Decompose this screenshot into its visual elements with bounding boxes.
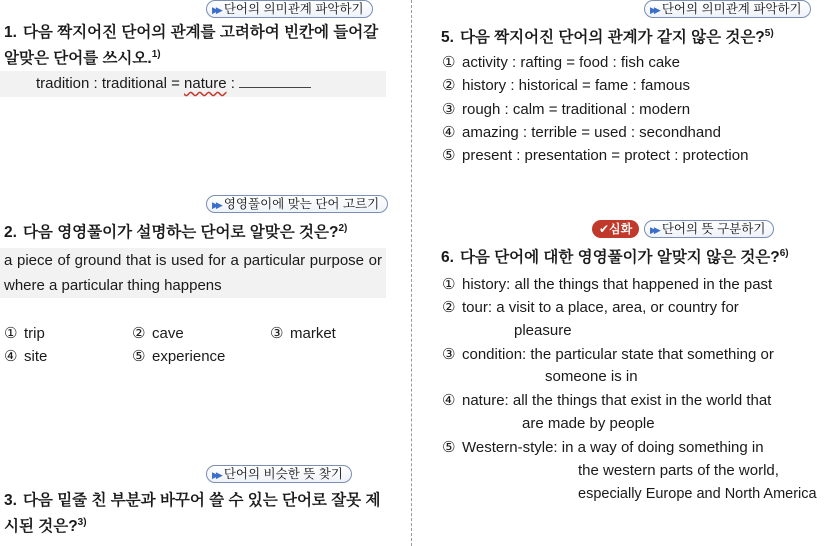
q2-question xyxy=(4,218,392,244)
q2-option-2[interactable]: ② cave xyxy=(132,325,184,342)
q1-answer-blank[interactable] xyxy=(239,74,311,88)
q6-option-2[interactable]: ② tour: a visit to a place, area, or country for xyxy=(442,299,739,316)
q6-text: 다음 단어에 대한 영영풀이가 알맞지 않은 것은? xyxy=(459,249,780,267)
q3-number: 3. xyxy=(4,492,17,509)
q6-option-3[interactable]: ③ condition: the particular state that something or xyxy=(442,346,774,363)
advanced-badge: ✔심화 xyxy=(592,220,639,238)
q5-option-5[interactable]: ⑤ present : presentation = protect : protection xyxy=(442,147,749,164)
q6-option-5-cont2: especially Europe and North America xyxy=(578,486,817,502)
q2-number: 2. xyxy=(4,224,17,242)
q2-footnote: 2) xyxy=(338,223,348,234)
q1-underlined-word: nature xyxy=(184,75,227,92)
q3-category-tag: ▶▶ 단어의 비슷한 뜻 찾기 xyxy=(206,465,352,483)
q5-option-4[interactable]: ④ amazing : terrible = used : secondhand xyxy=(442,124,721,141)
q1-category-tag: ▶▶ 단어의 의미관계 파악하기 xyxy=(206,0,373,18)
q5-option-3[interactable]: ③ rough : calm = traditional : modern xyxy=(442,101,691,118)
double-arrow-icon: ▶▶ xyxy=(650,225,658,235)
column-divider xyxy=(411,0,412,546)
q2-option-3[interactable]: ③ market xyxy=(270,325,336,342)
q5-question xyxy=(441,23,831,49)
q6-question xyxy=(441,243,831,269)
q2-definition-box: a piece of ground that is used for a particular purpose or where a particular thing happens xyxy=(0,248,386,298)
double-arrow-icon: ▶▶ xyxy=(212,470,220,480)
q5-number: 5. xyxy=(441,29,454,47)
double-arrow-icon: ▶▶ xyxy=(650,5,658,15)
q1-number: 1. xyxy=(4,24,17,41)
q6-option-2-cont: pleasure xyxy=(514,322,572,339)
q6-option-5[interactable]: ⑤ Western-style: in a way of doing something in xyxy=(442,439,764,456)
q6-option-3-cont: someone is in xyxy=(545,368,638,385)
q6-option-5-cont: the western parts of the world, xyxy=(578,462,779,479)
double-arrow-icon: ▶▶ xyxy=(212,200,220,210)
q6-footnote: 6) xyxy=(779,248,789,259)
q6-option-4[interactable]: ④ nature: all the things that exist in the world that xyxy=(442,392,772,409)
q6-number: 6. xyxy=(441,249,454,267)
q1-text: 다음 짝지어진 단어의 관계를 고려하여 빈칸에 들어갈 알맞은 단어를 쓰시오. xyxy=(4,24,379,68)
q3-text: 다음 밑줄 친 부분과 바꾸어 쓸 수 있는 단어로 잘못 제시된 것은? xyxy=(4,492,381,536)
q6-option-1[interactable]: ① history: all the things that happened in the past xyxy=(442,276,773,293)
q1-question xyxy=(4,22,392,70)
q5-text: 다음 짝지어진 단어의 관계가 같지 않은 것은? xyxy=(459,29,765,47)
q2-category-tag: ▶▶ 영영풀이에 맞는 단어 고르기 xyxy=(206,195,388,213)
q5-option-1[interactable]: ① activity : rafting = food : fish cake xyxy=(442,54,681,71)
q5-option-2[interactable]: ② history : historical = fame : famous xyxy=(442,77,691,94)
q6-option-4-cont: are made by people xyxy=(522,415,655,432)
q5-footnote: 5) xyxy=(764,28,774,39)
q2-option-5[interactable]: ⑤ experience xyxy=(132,348,226,365)
q1-footnote: 1) xyxy=(151,49,161,60)
q1-answer-box: tradition : traditional = nature : xyxy=(0,71,386,97)
double-arrow-icon: ▶▶ xyxy=(212,5,220,15)
q2-option-4[interactable]: ④ site xyxy=(4,348,48,365)
q6-category-tag: ▶▶ 단어의 뜻 구분하기 xyxy=(644,220,774,238)
q5-category-tag: ▶▶ 단어의 의미관계 파악하기 xyxy=(644,0,811,18)
q3-question xyxy=(4,490,392,538)
q3-footnote: 3) xyxy=(77,517,87,528)
q2-option-1[interactable]: ① trip xyxy=(4,325,45,342)
q2-text: 다음 영영풀이가 설명하는 단어로 알맞은 것은? xyxy=(22,224,339,242)
